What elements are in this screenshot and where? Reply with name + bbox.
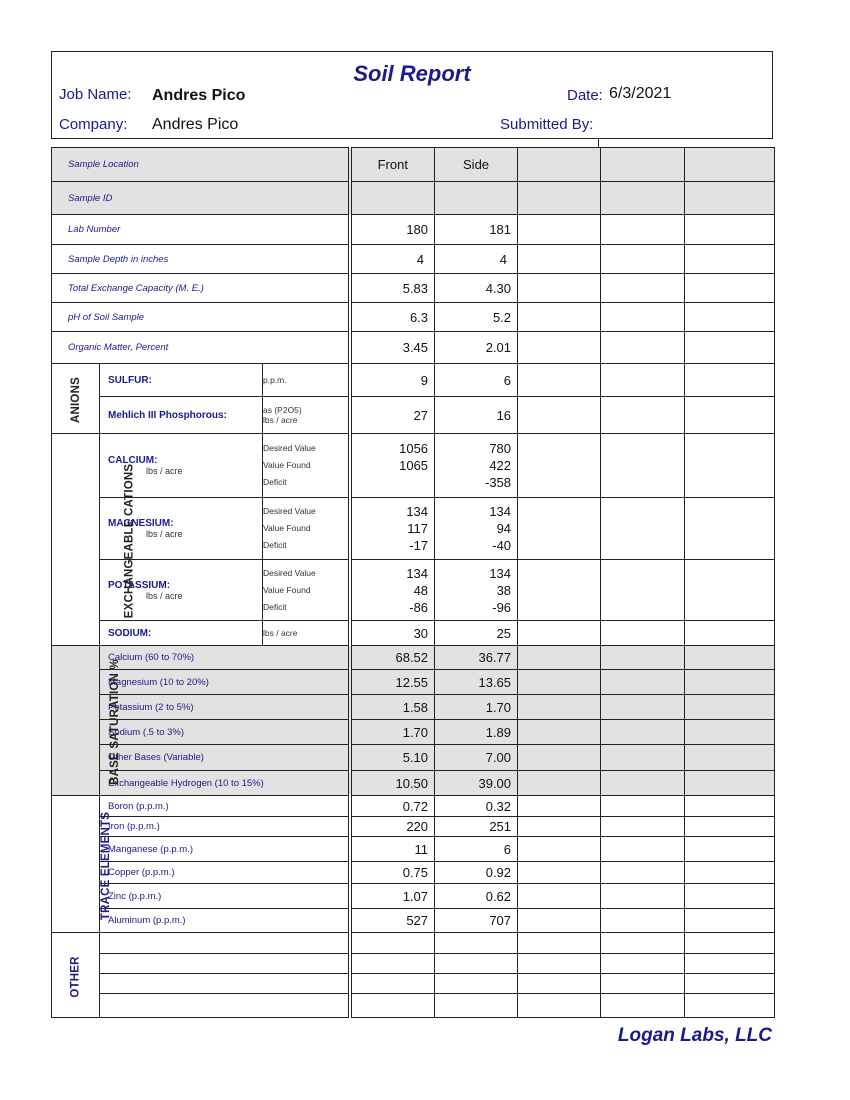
ph-label: pH of Soil Sample: [52, 303, 350, 332]
phosphorous-unit: as (P2O5) lbs / acre: [263, 397, 350, 434]
date-label: Date:: [567, 87, 603, 104]
company-label: Company:: [59, 116, 128, 133]
other-row: [52, 933, 775, 954]
section-label-other: OTHER: [52, 933, 100, 1018]
calcium-label: CALCIUM:: [108, 455, 158, 466]
calcium-row: EXCHANGEABLE CATIONS CALCIUM: lbs / acre Desired Value Value Found Deficit 1056 1065 780 422 -358: [52, 434, 775, 498]
other-row: [52, 994, 775, 1018]
base-saturation-row: Exchangeable Hydrogen (10 to 15%) 10.50 39.00: [52, 771, 775, 796]
column-header-front: Front: [350, 148, 435, 182]
trace-element-row: Copper (p.p.m.) 0.75 0.92: [52, 862, 775, 884]
lab-number-label: Lab Number: [52, 215, 350, 245]
section-label-trace-elements: TRACE ELEMENTS: [52, 796, 100, 933]
sodium-row: SODIUM: lbs / acre 30 25: [52, 621, 775, 646]
section-label-exchangeable-cations: EXCHANGEABLE CATIONS: [52, 434, 100, 646]
submitted-by-label: Submitted By:: [500, 116, 594, 133]
organic-matter-label: Organic Matter, Percent: [52, 332, 350, 364]
magnesium-row: MAGNESIUM: lbs / acre Desired Value Value Found Deficit 134 117 -17 134 94 -40: [52, 498, 775, 560]
soil-results-table: [51, 147, 775, 1018]
trace-element-row: Manganese (p.p.m.) 11 6: [52, 837, 775, 862]
tec-label: Total Exchange Capacity (M. E.): [52, 274, 350, 303]
job-name-label: Job Name:: [59, 86, 132, 103]
column-header-4: [601, 148, 685, 182]
sample-depth-row: Sample Depth in inches 4 4: [52, 245, 775, 274]
column-header-side: Side: [435, 148, 518, 182]
trace-element-row: TRACE ELEMENTS Boron (p.p.m.) 0.72 0.32: [52, 796, 775, 817]
sulfur-label: SULFUR:: [100, 364, 263, 397]
ph-row: pH of Soil Sample 6.3 5.2: [52, 303, 775, 332]
base-saturation-row: Potassium (2 to 5%) 1.58 1.70: [52, 695, 775, 720]
other-row: [52, 954, 775, 974]
column-header-3: [518, 148, 601, 182]
sulfur-unit: p.p.m.: [263, 364, 350, 397]
sulfur-row: ANIONS SULFUR: p.p.m. 9 6: [52, 364, 775, 397]
phosphorous-row: Mehlich III Phosphorous: as (P2O5) lbs / acre 27 16: [52, 397, 775, 434]
base-saturation-row: BASE SATURATION % Calcium (60 to 70%) 68.52 36.77: [52, 646, 775, 670]
job-name-value: Andres Pico: [152, 87, 246, 104]
tec-row: Total Exchange Capacity (M. E.) 5.83 4.30: [52, 274, 775, 303]
phosphorous-label: Mehlich III Phosphorous:: [100, 397, 263, 434]
trace-element-row: Aluminum (p.p.m.) 527 707: [52, 909, 775, 933]
trace-element-row: Zinc (p.p.m.) 1.07 0.62: [52, 884, 775, 909]
sodium-label: SODIUM:: [100, 621, 263, 646]
date-value: 6/3/2021: [609, 85, 672, 102]
potassium-row: POTASSIUM: lbs / acre Desired Value Value Found Deficit 134 48 -86 134 38 -96: [52, 560, 775, 621]
sample-depth-label: Sample Depth in inches: [52, 245, 350, 274]
report-title: Soil Report: [353, 61, 471, 86]
section-label-base-saturation: BASE SATURATION %: [52, 646, 100, 796]
sample-location-label: Sample Location: [52, 148, 350, 182]
base-saturation-row: Magnesium (10 to 20%) 12.55 13.65: [52, 670, 775, 695]
base-saturation-row: Sodium (.5 to 3%) 1.70 1.89: [52, 720, 775, 745]
potassium-label: POTASSIUM:: [108, 579, 171, 591]
company-value: Andres Pico: [152, 116, 239, 133]
other-row: [52, 974, 775, 994]
organic-matter-row: Organic Matter, Percent 3.45 2.01: [52, 332, 775, 364]
lab-footer-name: Logan Labs, LLC: [617, 1025, 772, 1046]
sample-id-row: [52, 182, 775, 215]
divider-tick: [598, 139, 599, 147]
column-header-5: [685, 148, 775, 182]
magnesium-label: MAGNESIUM:: [108, 518, 174, 529]
trace-element-row: Iron (p.p.m.) 220 251: [52, 817, 775, 837]
base-saturation-row: Other Bases (Variable) 5.10 7.00: [52, 745, 775, 771]
sample-location-row: [52, 148, 775, 182]
sample-id-label: Sample ID: [52, 182, 350, 215]
report-header: [51, 51, 773, 139]
lab-number-row: Lab Number 180 181: [52, 215, 775, 245]
section-label-anions: ANIONS: [52, 364, 100, 434]
